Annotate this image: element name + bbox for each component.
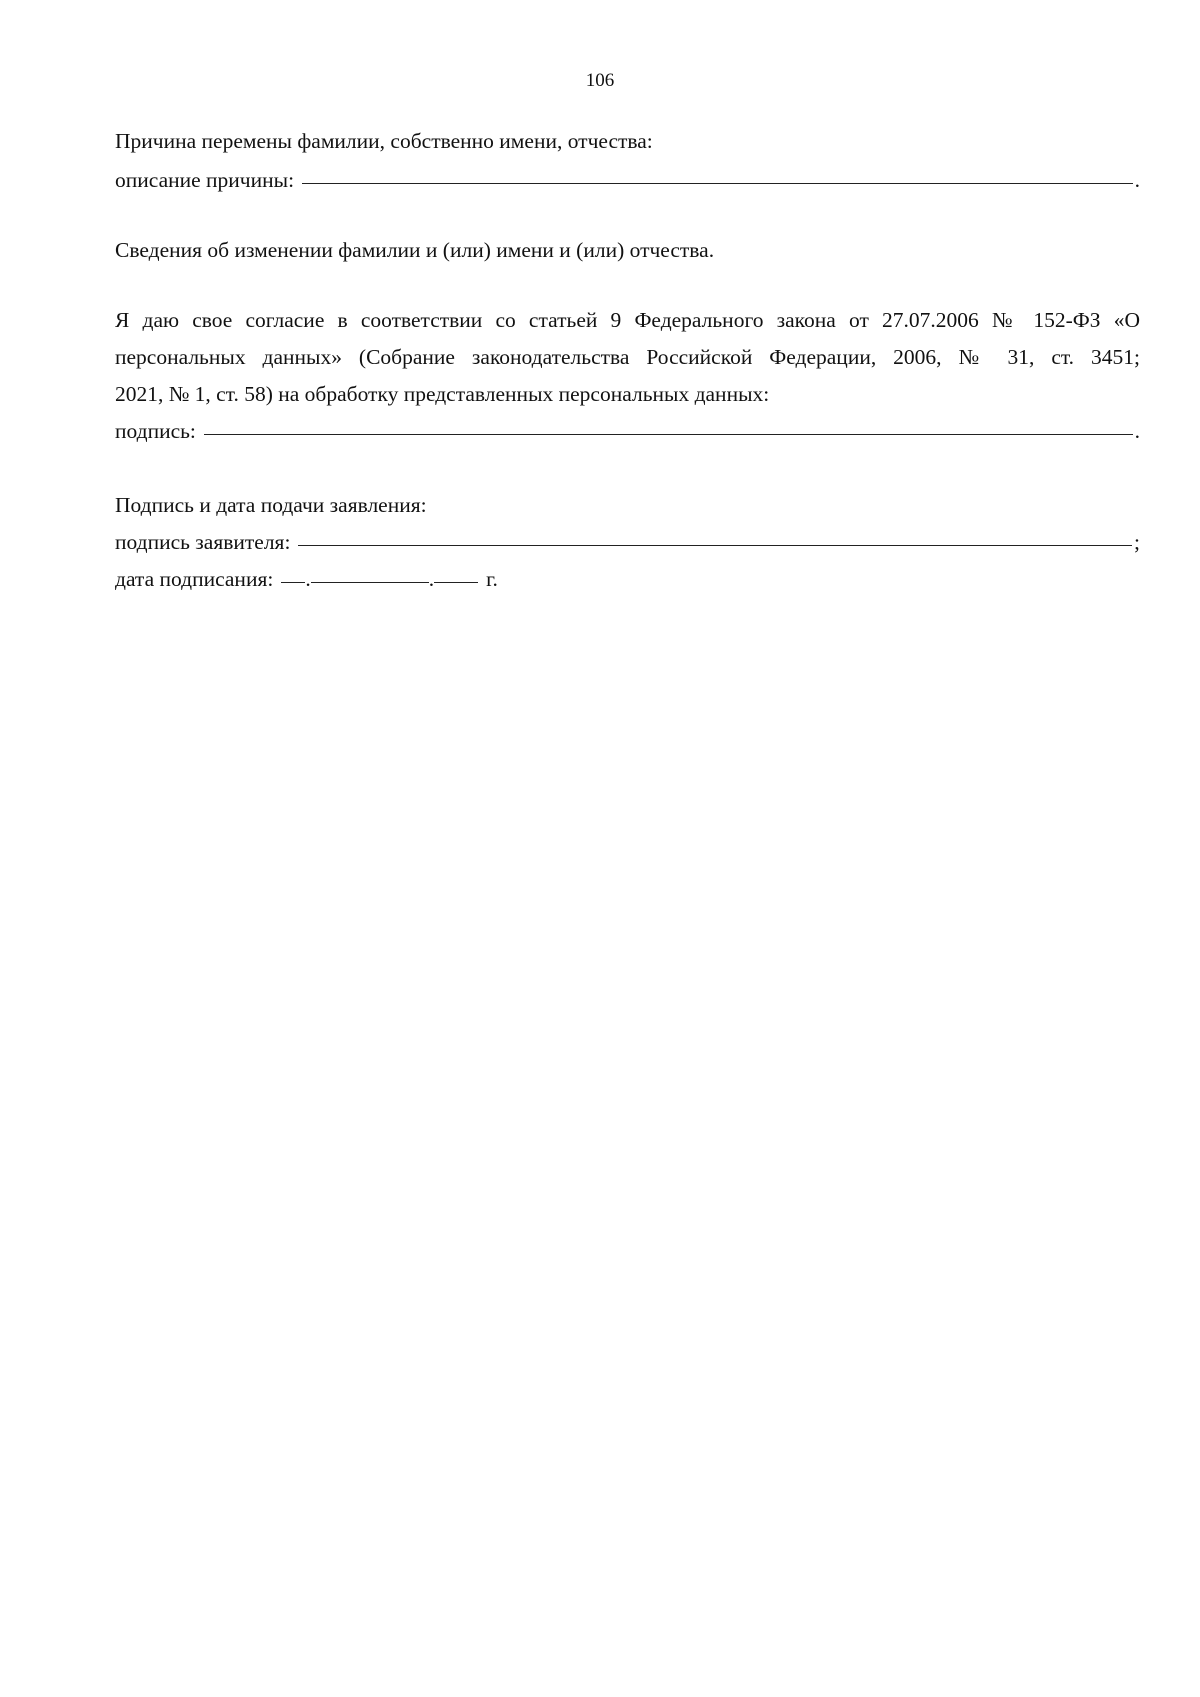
- reason-field-label: описание причины:: [115, 168, 295, 192]
- reason-field-row: [115, 167, 1140, 193]
- signing-date-month-blank[interactable]: [311, 564, 429, 583]
- signing-date-row: [115, 566, 1140, 592]
- reason-heading: Причина перемены фамилии, собственно имени, отчества:: [115, 129, 653, 153]
- consent-signature-row: [115, 418, 1140, 444]
- page-number: 106: [585, 70, 615, 91]
- consent-line-1: Я даю свое согласие в соответствии со статьей 9 Федерального закона от 27.07.2006 № 152-ФЗ «О: [115, 308, 1140, 332]
- signing-date-separator-1: .: [305, 567, 311, 591]
- reason-field-end: .: [1134, 168, 1140, 192]
- consent-line-3: 2021, № 1, ст. 58) на обработку представленных персональных данных:: [115, 382, 770, 406]
- consent-line-2: персональных данных» (Собрание законодательства Российской Федерации, 2006, № 31, ст. 3451;: [115, 345, 1140, 369]
- applicant-signature-row: [115, 529, 1140, 555]
- submission-heading: Подпись и дата подачи заявления:: [115, 493, 427, 517]
- signing-date-day-blank[interactable]: [281, 564, 305, 583]
- signing-date-separator-2: .: [428, 567, 435, 591]
- consent-signature-blank[interactable]: [204, 416, 1133, 435]
- signing-date-suffix: г.: [486, 567, 498, 591]
- applicant-signature-end: ;: [1134, 530, 1140, 554]
- consent-signature-label: подпись:: [115, 419, 196, 443]
- signing-date-year-blank[interactable]: [434, 564, 478, 583]
- applicant-signature-label: подпись заявителя:: [115, 530, 291, 554]
- reason-field-blank[interactable]: [302, 165, 1133, 184]
- consent-signature-end: .: [1134, 419, 1140, 443]
- applicant-signature-blank[interactable]: [298, 527, 1132, 546]
- change-info-heading: Сведения об изменении фамилии и (или) имени и (или) отчества.: [115, 238, 715, 262]
- signing-date-label: дата подписания:: [115, 567, 274, 591]
